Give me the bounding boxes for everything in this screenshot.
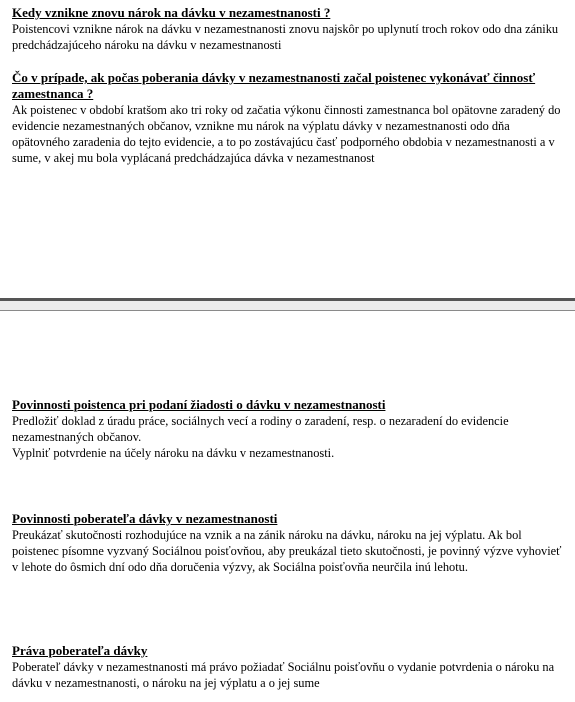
page-break-divider — [0, 298, 575, 311]
document-page-2 — [0, 311, 575, 702]
section-paragraph: Predložiť doklad z úradu práce, sociálnych vecí a rodiny o zaradení, resp. o nezaradení do evidencie nezamestnaných občanov. — [12, 414, 509, 444]
section-heading: Povinnosti poistenca pri podaní žiadosti o dávku v nezamestnanosti — [12, 397, 386, 412]
section-paragraph: Poberateľ dávky v nezamestnanosti má právo požiadať Sociálnu poisťovňu o vydanie potvrdenia o nároku na dávku v nezamestnanosti, o nároku na jej výplatu a o jej sume — [12, 660, 555, 690]
section-heading: Kedy vznikne znovu nárok na dávku v nezamestnanosti ? — [12, 5, 331, 20]
section-paragraph: Ak poistenec v období kratšom ako tri roky od začatia výkonu činnosti zamestnanca bol opätovne zaradený do evidencie nezamestnaných občanov, vznikne mu nárok na výplatu dávky v nezamestnanosti odo dňa opätovného zaradenia do tejto evidencie, a to po zostávajúcu časť podporného obdobia v nezamestnanosti a v sume, v akej mu bola vyplácaná predchádzajúca dávka v nezamestnanost — [12, 103, 561, 165]
section-reclaim-eligibility — [12, 5, 564, 53]
section-paragraph: Vyplniť potvrdenie na účely nároku na dávku v nezamestnanosti. — [12, 446, 335, 460]
section-recipient-rights — [12, 643, 564, 691]
section-heading: Čo v prípade, ak počas poberania dávky v nezamestnanosti začal poistenec vykonávať činnosť zamestnanca ? — [12, 70, 536, 101]
section-applicant-duties — [12, 397, 564, 461]
document-page-1 — [0, 0, 575, 298]
section-paragraph: Poistencovi vznikne nárok na dávku v nezamestnanosti znovu najskôr po uplynutí troch rokov odo dna zániku predchádzajúceho nároku na dávku v nezamestnanosti — [12, 22, 559, 52]
section-heading: Povinnosti poberateľa dávky v nezamestnanosti — [12, 511, 278, 526]
section-employment-during-benefit — [12, 70, 564, 166]
section-heading: Práva poberateľa dávky — [12, 643, 148, 658]
section-recipient-duties — [12, 511, 564, 575]
section-paragraph: Preukázať skutočnosti rozhodujúce na vznik a na zánik nároku na dávku, nároku na jej výplatu. Ak bol poistenec písomne vyzvaný Sociálnou poisťovňou, aby preukázal tieto skutočnosti, je povinný výzve vyhovieť v lehote do ôsmich dní odo dňa doručenia výzvy, ak Sociálna poisťovňa neurčila inú lehotu. — [12, 528, 562, 574]
